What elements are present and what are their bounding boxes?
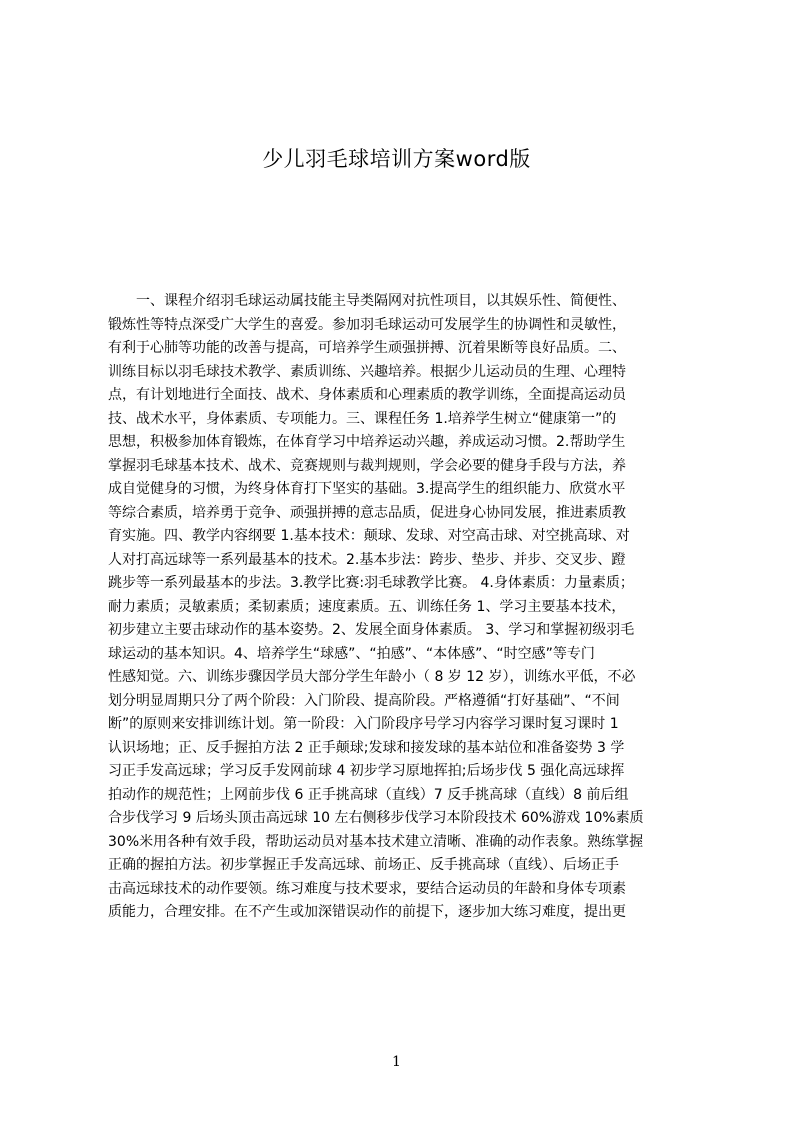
body-line: 耐力素质；灵敏素质；柔韧素质；速度素质。五、训练任务 1、学习主要基本技术， bbox=[108, 598, 626, 615]
body-line: 质能力，合理安排。在不产生或加深错误动作的前提下，逐步加大练习难度，提出更 bbox=[108, 904, 626, 920]
body-line: 性感知觉。六、训练步骤因学员大部分学生年龄小（ 8 岁 12 岁），训练水平低，不必 bbox=[108, 669, 636, 685]
document-title: 少儿羽毛球培训方案word版 bbox=[262, 147, 531, 171]
body-line: 成自觉健身的习惯，为终身体育打下坚实的基础。3.提高学生的组织能力、欣赏水平 bbox=[108, 481, 626, 497]
body-line: 点，有计划地进行全面技、战术、身体素质和心理素质的教学训练，全面提高运动员 bbox=[108, 387, 626, 403]
body-line: 断”的原则来安排训练计划。第一阶段：入门阶段序号学习内容学习课时复习课时 1 bbox=[108, 716, 619, 732]
body-line: 拍动作的规范性；上网前步伐 6 正手挑高球（直线）7 反手挑高球（直线）8 前后组 bbox=[108, 786, 629, 803]
body-line: 球运动的基本知识。4、培养学生“球感”、“拍感”、“本体感”、“时空感”等专门 bbox=[108, 645, 595, 662]
body-line: 等综合素质，培养勇于竞争、顽强拼搏的意志品质，促进身心协同发展，推进素质教 bbox=[108, 504, 626, 521]
body-line: 一、课程介绍羽毛球运动属技能主导类隔网对抗性项目，以其娱乐性、简便性、 bbox=[108, 293, 626, 309]
body-line: 锻炼性等特点深受广大学生的喜爱。参加羽毛球运动可发展学生的协调性和灵敏性， bbox=[108, 316, 626, 333]
body-line: 划分明显周期只分了两个阶段：入门阶段、提高阶段。严格遵循“打好基础”、“不间 bbox=[108, 692, 620, 709]
body-line: 习正手发高远球；学习反手发网前球 4 初步学习原地挥拍;后场步伐 5 强化高远球挥 bbox=[108, 763, 625, 779]
body-line: 正确的握拍方法。初步掌握正手发高远球、前场正、反手挑高球（直线）、后场正手 bbox=[108, 857, 619, 873]
body-line: 训练目标以羽毛球技术教学、素质训练、兴趣培养。根据少儿运动员的生理、心理特 bbox=[108, 363, 626, 380]
body-line: 跳步等一系列最基本的步法。3.教学比赛:羽毛球教学比赛。 4.身体素质：力量素质； bbox=[108, 575, 634, 591]
body-line: 有利于心肺等功能的改善与提高，可培养学生顽强拼搏、沉着果断等良好品质。二、 bbox=[108, 340, 626, 356]
body-line: 掌握羽毛球基本技术、战术、竞赛规则与裁判规则，学会必要的健身手段与方法，养 bbox=[108, 457, 626, 474]
document-body bbox=[108, 290, 698, 980]
body-line: 初步建立主要击球动作的基本姿势。2、发展全面身体素质。 3、学习和掌握初级羽毛 bbox=[108, 622, 635, 638]
body-line: 技、战术水平，身体素质、专项能力。三、课程任务 1.培养学生树立“健康第一”的 bbox=[108, 410, 617, 427]
body-line: 认识场地；正、反手握拍方法 2 正手颠球;发球和接发球的基本站位和准备姿势 3 学 bbox=[108, 739, 625, 756]
body-line: 思想，积极参加体育锻炼，在体育学习中培养运动兴趣，养成运动习惯。2.帮助学生 bbox=[108, 434, 626, 450]
body-line: 人对打高远球等一系列最基本的技术。2.基本步法：跨步、垫步、并步、交叉步、蹬 bbox=[108, 551, 626, 568]
page-number: 1 bbox=[392, 1054, 401, 1070]
body-line: 育实施。四、教学内容纲要 1.基本技术：颠球、发球、对空高击球、对空挑高球、对 bbox=[108, 528, 630, 544]
body-line: 30%米用各种有效手段，帮助运动员对基本技术建立清晰、准确的动作表象。熟练掌握 bbox=[108, 833, 644, 850]
body-line: 合步伐学习 9 后场头顶击高远球 10 左右侧移步伐学习本阶段技术 60%游戏 10%素质 bbox=[108, 810, 644, 826]
body-line: 击高远球技术的动作要领。练习难度与技术要求，要结合运动员的年龄和身体专项素 bbox=[108, 880, 626, 897]
